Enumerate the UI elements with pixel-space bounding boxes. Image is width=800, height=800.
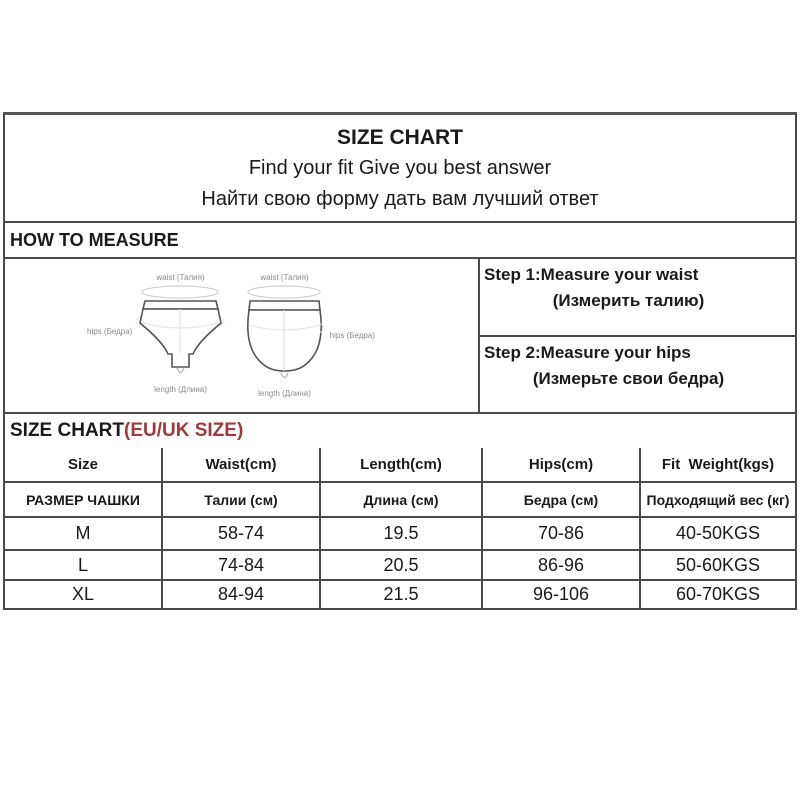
- chart-sheet: [3, 112, 797, 610]
- step-1: [480, 259, 795, 335]
- table-header-row-en: [5, 448, 795, 482]
- hips-label-back: hips (Бедра): [329, 331, 375, 340]
- table-cell: 50-60KGS: [640, 550, 795, 580]
- table-cell: 60-70KGS: [640, 580, 795, 609]
- step-1-text: Step 1:Measure your waist: [484, 265, 699, 284]
- length-label-back: length (Длина): [258, 389, 311, 398]
- measure-diagram-cell: [5, 259, 478, 412]
- waist-label-front: waist (Талия): [156, 273, 205, 282]
- back-briefs-diagram: [242, 283, 327, 389]
- table-header-row-ru: [5, 482, 795, 517]
- column-header-waist: Waist(cm): [162, 448, 320, 482]
- measure-section: [5, 257, 795, 412]
- table-row-m: [5, 517, 795, 550]
- column-header-size-ru: РАЗМЕР ЧАШКИ: [5, 482, 162, 517]
- measure-steps: [478, 259, 795, 412]
- step-1-translation: (Измерить талию): [552, 291, 705, 310]
- column-header-hips: Hips(cm): [482, 448, 640, 482]
- table-cell: 86-96: [482, 550, 640, 580]
- column-header-weight: Fit Weight(kgs): [640, 448, 795, 482]
- table-cell: 96-106: [482, 580, 640, 609]
- step-2-translation: (Измерьте свои бедра): [532, 368, 725, 388]
- table-cell: 20.5: [320, 550, 482, 580]
- table-cell: M: [5, 517, 162, 550]
- front-briefs-diagram: [133, 283, 228, 385]
- column-header-length-ru: Длина (см): [320, 482, 482, 517]
- table-cell: L: [5, 550, 162, 580]
- size-table: [5, 448, 795, 610]
- subtitle-ru: Найти свою форму дать вам лучший ответ: [201, 188, 599, 210]
- waist-label-back: waist (Талия): [260, 273, 309, 282]
- table-cell: 19.5: [320, 517, 482, 550]
- table-cell: 70-86: [482, 517, 640, 550]
- subtitle-en: Find your fit Give you best answer: [248, 157, 552, 179]
- column-header-size: Size: [5, 448, 162, 482]
- length-label-front: length (Длина): [154, 385, 207, 394]
- measure-diagram: [87, 273, 375, 399]
- size-chart-heading-black: SIZE CHART: [10, 420, 124, 441]
- table-cell: 58-74: [162, 517, 320, 550]
- size-chart-heading-accent: (EU/UK SIZE): [124, 420, 244, 441]
- step-2-text: Step 2:Measure your hips: [484, 342, 691, 362]
- how-to-measure-heading: HOW TO MEASURE: [5, 221, 795, 257]
- front-view-figure: [87, 273, 228, 399]
- size-chart-heading: [5, 412, 795, 448]
- title-block: [5, 115, 795, 221]
- table-cell: 74-84: [162, 550, 320, 580]
- table-cell: 84-94: [162, 580, 320, 609]
- column-header-weight-ru: Подходящий вес (кг): [640, 482, 795, 517]
- column-header-hips-ru: Бедра (см): [482, 482, 640, 517]
- column-header-waist-ru: Талии (см): [162, 482, 320, 517]
- back-view-figure: [242, 273, 375, 399]
- table-cell: 21.5: [320, 580, 482, 609]
- table-row-xl: [5, 580, 795, 609]
- column-header-length: Length(cm): [320, 448, 482, 482]
- table-cell: XL: [5, 580, 162, 609]
- table-row-l: [5, 550, 795, 580]
- step-2: [480, 335, 795, 413]
- page-title: SIZE CHART: [337, 126, 463, 149]
- hips-label-front: hips (Бедра): [87, 327, 133, 336]
- table-cell: 40-50KGS: [640, 517, 795, 550]
